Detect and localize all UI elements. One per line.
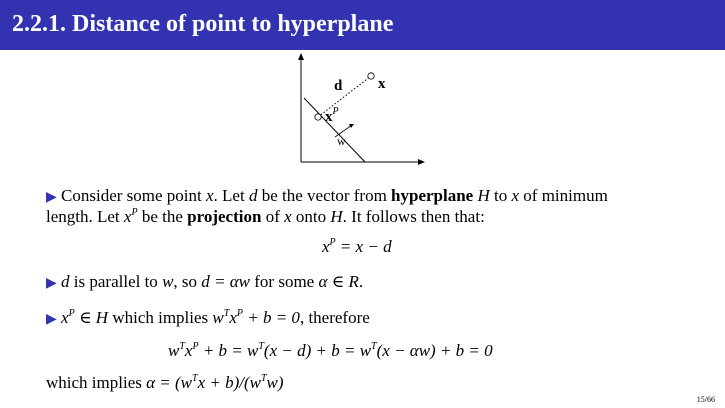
y-axis-arrow xyxy=(298,53,304,60)
label-w: w xyxy=(337,134,346,148)
title-bar xyxy=(0,0,725,50)
label-d: d xyxy=(334,78,343,94)
label-x: x xyxy=(378,76,386,92)
page-number: 15/66 xyxy=(696,395,715,404)
w-vector-arrow xyxy=(349,124,354,128)
bullet-triangle-icon: ▶ xyxy=(46,276,57,291)
axes-diagram xyxy=(270,50,450,170)
bullet-3: ▶ $x^P$ ∈ H which implies $w^Tx^P + b = 0$, therefore xyxy=(46,308,370,327)
bullet-triangle-icon: ▶ xyxy=(46,190,57,205)
bullet-triangle-icon: ▶ xyxy=(46,312,57,327)
point-x xyxy=(368,73,374,79)
bullet-1-line-1: ▶ Consider some point x. Let d be the vector from hyperplane H to x of minimum xyxy=(46,186,608,205)
equation-expansion: $w^Tx^P + b = w^T(x - d) + b = w^T(x - \alpha w) + b = 0$ xyxy=(168,341,493,360)
label-xp: $x^P$ xyxy=(325,106,339,125)
x-axis-arrow xyxy=(418,159,425,165)
hyperplane-figure xyxy=(270,50,450,170)
conclusion-line: which implies $\alpha = (w^Tx + b)/(w^Tw)$ xyxy=(46,373,284,392)
equation-projection: $x^P = x - d$ xyxy=(322,237,392,256)
bullet-1-line-2: length. Let $x^P$ be the projection of x onto H. It follows then that: xyxy=(46,207,485,226)
bullet-2: ▶ d is parallel to w, so d = αw for some α ∈ R. xyxy=(46,272,364,291)
projection-point xyxy=(315,114,321,120)
slide-title: 2.2.1. Distance of point to hyperplane xyxy=(12,11,394,37)
